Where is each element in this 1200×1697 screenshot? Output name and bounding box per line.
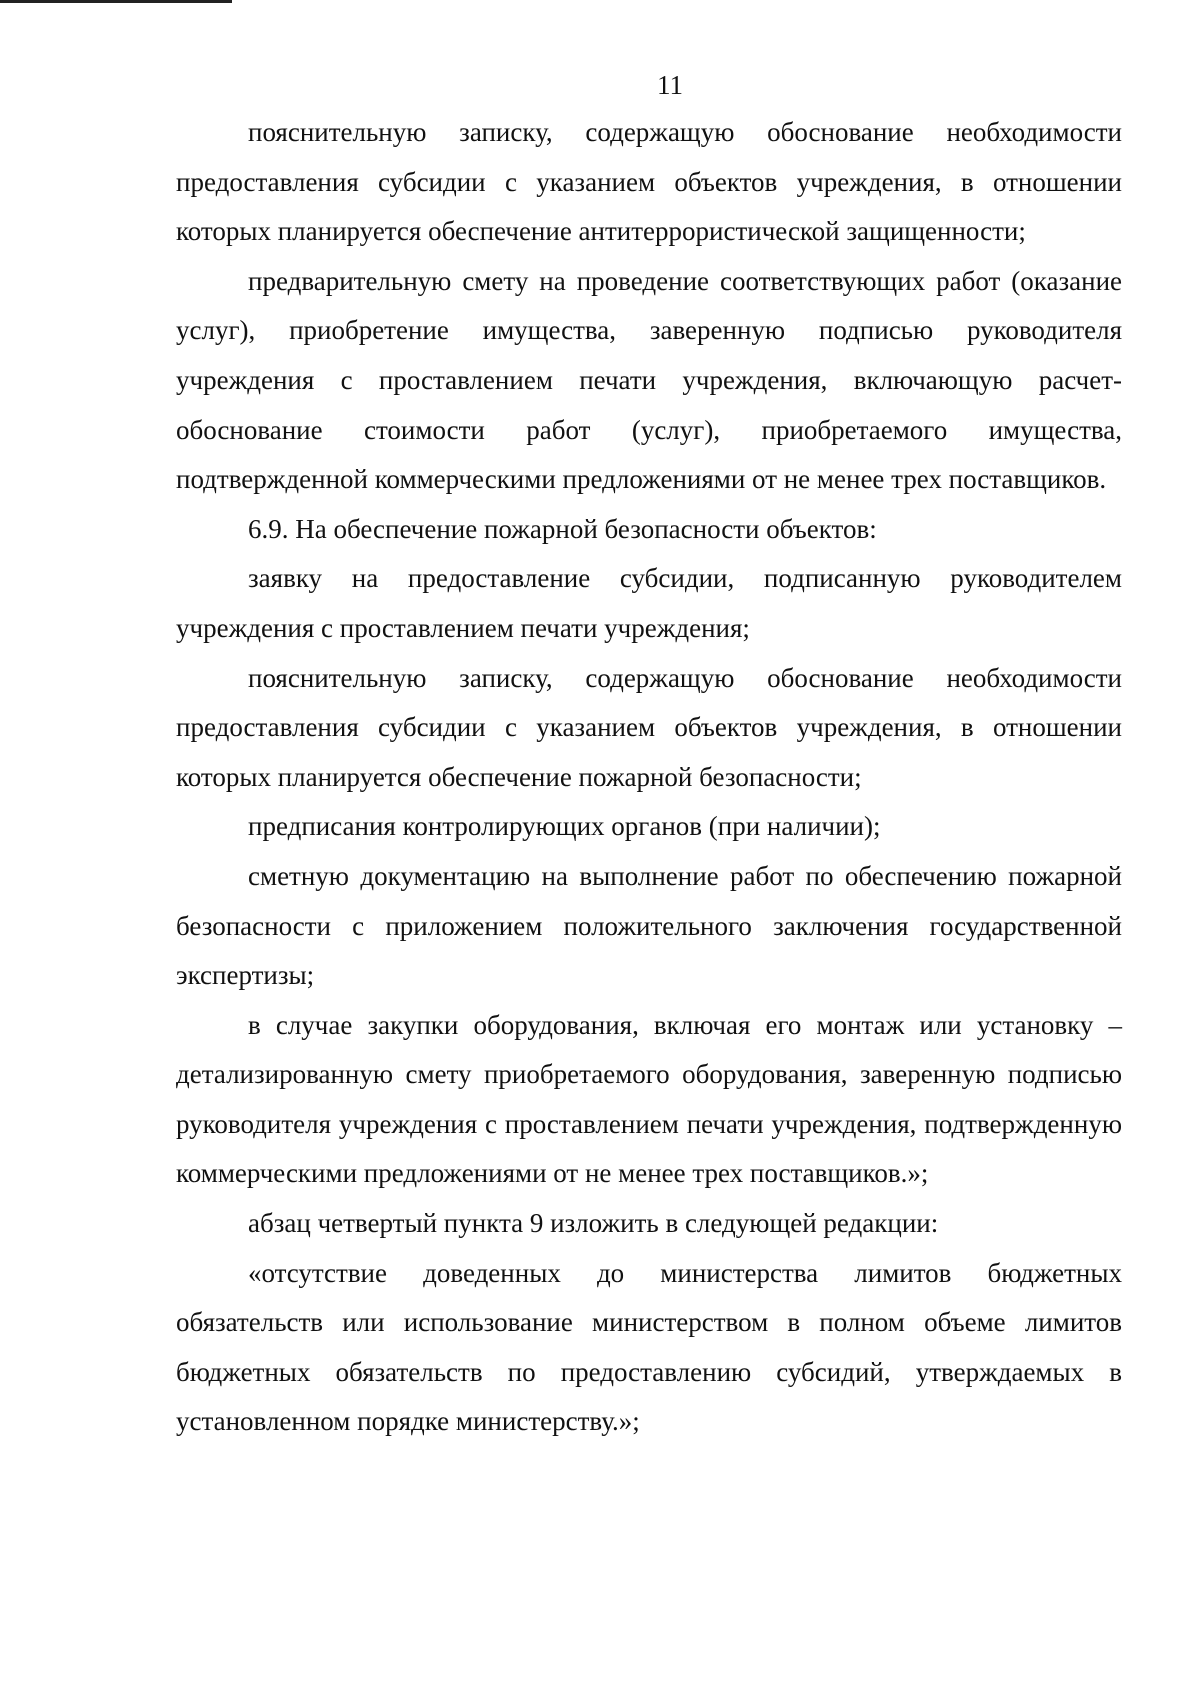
paragraph: «отсутствие доведенных до министерства лимитов бюджетных обязательств или использование министерством в полном объеме лимитов бюджетных обязательств по предоставлению субсидий, утверждаемых в установленном порядке министерству.»; bbox=[176, 1257, 1122, 1437]
paragraph: пояснительную записку, содержащую обоснование необходимости предоставления субсидии с указанием объектов учреждения, в отношении которых планируется обеспечение антитеррористической защищенности; bbox=[176, 117, 1122, 247]
paragraph: абзац четвертый пункта 9 изложить в следующей редакции: bbox=[248, 1208, 939, 1239]
paragraph: предварительную смету на проведение соответствующих работ (оказание услуг), приобретение имущества, заверенную подписью руководителя учреждения с проставлением печати учреждения, включающую расчет-обоснование стоимости работ (услуг), приобретаемого имущества, подтвержденной коммерческими предложениями от не менее трех поставщиков. bbox=[176, 265, 1122, 495]
document-body bbox=[176, 108, 1122, 1447]
paragraph: в случае закупки оборудования, включая его монтаж или установку – детализированную смету приобретаемого оборудования, заверенную подписью руководителя учреждения с проставлением печати учреждения, подтвержденную коммерческими предложениями от не менее трех поставщиков.»; bbox=[176, 1009, 1122, 1189]
paragraph: предписания контролирующих органов (при наличии); bbox=[248, 811, 881, 842]
paragraph: сметную документацию на выполнение работ по обеспечению пожарной безопасности с приложением положительного заключения государственной экспертизы; bbox=[176, 860, 1122, 991]
scan-edge-line bbox=[0, 0, 232, 3]
paragraph: заявку на предоставление субсидии, подписанную руководителем учреждения с проставлением печати учреждения; bbox=[176, 563, 1122, 643]
paragraph: пояснительную записку, содержащую обоснование необходимости предоставления субсидии с указанием объектов учреждения, в отношении которых планируется обеспечение пожарной безопасности; bbox=[176, 662, 1122, 792]
section-heading: 6.9. На обеспечение пожарной безопасности объектов: bbox=[248, 513, 877, 544]
page-number: 11 bbox=[657, 70, 683, 100]
